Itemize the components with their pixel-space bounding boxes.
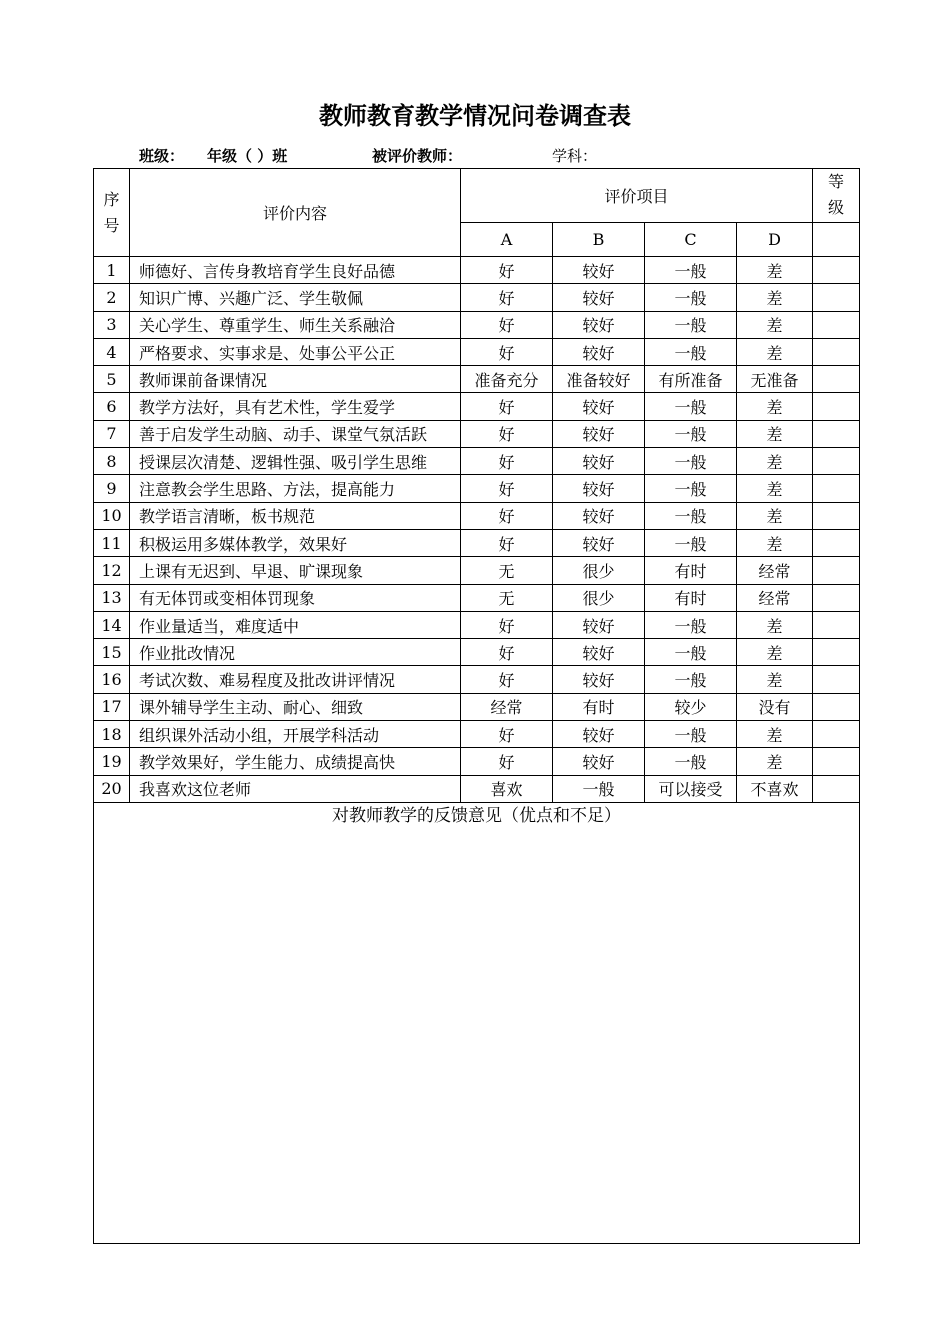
option-b-header: B: [553, 223, 645, 257]
option-d-cell: 经常: [737, 584, 813, 611]
option-d-cell: 不喜欢: [737, 775, 813, 802]
teacher-label: 被评价教师：: [372, 147, 463, 165]
table-row: [94, 393, 860, 420]
option-a-cell: 好: [461, 666, 553, 693]
option-b-cell: 一般: [553, 775, 645, 802]
option-b-cell: 较好: [553, 721, 645, 748]
option-c-cell: 有所准备: [645, 366, 737, 393]
option-b-cell: 较好: [553, 666, 645, 693]
table-row: [94, 721, 860, 748]
option-c-cell: 一般: [645, 393, 737, 420]
row-number: 19: [94, 748, 130, 775]
option-b-cell: 较好: [553, 448, 645, 475]
row-number: 7: [94, 420, 130, 447]
option-b-cell: 较好: [553, 311, 645, 338]
option-d-cell: 差: [737, 666, 813, 693]
grade-input-cell[interactable]: [813, 666, 860, 693]
option-c-cell: 一般: [645, 311, 737, 338]
option-b-cell: 较好: [553, 529, 645, 556]
option-a-cell: 好: [461, 611, 553, 638]
option-a-cell: 好: [461, 393, 553, 420]
subject-label: 学科：: [552, 147, 598, 165]
option-a-cell: 好: [461, 257, 553, 284]
row-content: 作业量适当，难度适中: [130, 611, 461, 638]
content-column-header: 评价内容: [130, 169, 461, 257]
option-b-cell: 准备较好: [553, 366, 645, 393]
option-a-cell: 好: [461, 475, 553, 502]
row-content: 教学效果好，学生能力、成绩提高快: [130, 748, 461, 775]
option-b-cell: 较好: [553, 284, 645, 311]
option-a-cell: 好: [461, 311, 553, 338]
row-content: 师德好、言传身教培育学生良好品德: [130, 257, 461, 284]
row-content: 教师课前备课情况: [130, 366, 461, 393]
grade-blank-cell: [813, 223, 860, 257]
option-a-cell: 喜欢: [461, 775, 553, 802]
row-content: 积极运用多媒体教学，效果好: [130, 529, 461, 556]
grade-input-cell[interactable]: [813, 721, 860, 748]
option-c-cell: 一般: [645, 284, 737, 311]
row-number: 3: [94, 311, 130, 338]
row-content: 上课有无迟到、早退、旷课现象: [130, 557, 461, 584]
grade-input-cell[interactable]: [813, 284, 860, 311]
option-c-header: C: [645, 223, 737, 257]
grade-input-cell[interactable]: [813, 529, 860, 556]
option-a-cell: 好: [461, 420, 553, 447]
option-a-cell: 好: [461, 639, 553, 666]
grade-input-cell[interactable]: [813, 584, 860, 611]
option-d-cell: 差: [737, 338, 813, 365]
option-d-cell: 差: [737, 611, 813, 638]
option-a-header: A: [461, 223, 553, 257]
grade-input-cell[interactable]: [813, 393, 860, 420]
option-c-cell: 有时: [645, 584, 737, 611]
option-a-cell: 好: [461, 284, 553, 311]
option-c-cell: 一般: [645, 721, 737, 748]
grade-input-cell[interactable]: [813, 748, 860, 775]
table-row: [94, 611, 860, 638]
grade-input-cell[interactable]: [813, 257, 860, 284]
option-d-cell: 差: [737, 257, 813, 284]
option-b-cell: 较好: [553, 338, 645, 365]
option-a-cell: 经常: [461, 693, 553, 720]
table-row: [94, 775, 860, 802]
option-d-cell: 差: [737, 748, 813, 775]
option-a-cell: 好: [461, 448, 553, 475]
option-a-cell: 好: [461, 721, 553, 748]
row-number: 20: [94, 775, 130, 802]
option-c-cell: 一般: [645, 666, 737, 693]
table-row: [94, 311, 860, 338]
option-d-cell: 差: [737, 721, 813, 748]
table-row: [94, 639, 860, 666]
option-c-cell: 一般: [645, 257, 737, 284]
option-d-cell: 没有: [737, 693, 813, 720]
table-row: [94, 666, 860, 693]
row-number: 8: [94, 448, 130, 475]
grade-input-cell[interactable]: [813, 475, 860, 502]
option-c-cell: 一般: [645, 448, 737, 475]
option-d-cell: 差: [737, 448, 813, 475]
row-number: 16: [94, 666, 130, 693]
option-a-cell: 好: [461, 748, 553, 775]
option-d-cell: 差: [737, 475, 813, 502]
table-row: [94, 257, 860, 284]
option-c-cell: 一般: [645, 338, 737, 365]
table-row: [94, 420, 860, 447]
row-content: 善于启发学生动脑、动手、课堂气氛活跃: [130, 420, 461, 447]
option-c-cell: 可以接受: [645, 775, 737, 802]
feedback-area[interactable]: [94, 802, 860, 1243]
row-content: 我喜欢这位老师: [130, 775, 461, 802]
grade-input-cell[interactable]: [813, 693, 860, 720]
table-row: [94, 366, 860, 393]
option-d-cell: 差: [737, 639, 813, 666]
row-content: 组织课外活动小组，开展学科活动: [130, 721, 461, 748]
option-b-cell: 较好: [553, 611, 645, 638]
grade-input-cell[interactable]: [813, 557, 860, 584]
option-b-cell: 较好: [553, 420, 645, 447]
row-content: 知识广博、兴趣广泛、学生敬佩: [130, 284, 461, 311]
option-b-cell: 较好: [553, 502, 645, 529]
option-d-header: D: [737, 223, 813, 257]
class-label: 班级：: [139, 147, 185, 165]
option-b-cell: 较好: [553, 257, 645, 284]
option-b-cell: 较好: [553, 393, 645, 420]
row-number: 5: [94, 366, 130, 393]
option-a-cell: 无: [461, 584, 553, 611]
option-a-cell: 好: [461, 529, 553, 556]
items-column-header: 评价项目: [461, 169, 813, 223]
option-b-cell: 较好: [553, 639, 645, 666]
row-content: 作业批改情况: [130, 639, 461, 666]
feedback-label: 对教师教学的反馈意见（优点和不足）: [332, 805, 621, 826]
option-c-cell: 一般: [645, 611, 737, 638]
grade-input-cell[interactable]: [813, 775, 860, 802]
option-d-cell: 差: [737, 393, 813, 420]
table-row: [94, 284, 860, 311]
table-row: [94, 338, 860, 365]
option-b-cell: 较好: [553, 748, 645, 775]
row-number: 13: [94, 584, 130, 611]
grade-label: 年级（ ）班: [207, 147, 288, 165]
row-number: 15: [94, 639, 130, 666]
table-row: [94, 529, 860, 556]
table-row: [94, 448, 860, 475]
table-row: [94, 557, 860, 584]
page-title: 教师教育教学情况问卷调查表: [319, 102, 631, 130]
grade-input-cell[interactable]: [813, 420, 860, 447]
row-number: 2: [94, 284, 130, 311]
grade-input-cell[interactable]: [813, 311, 860, 338]
table-row: [94, 584, 860, 611]
row-number: 17: [94, 693, 130, 720]
option-d-cell: 经常: [737, 557, 813, 584]
row-number: 10: [94, 502, 130, 529]
option-c-cell: 一般: [645, 420, 737, 447]
grade-input-cell[interactable]: [813, 448, 860, 475]
row-number: 18: [94, 721, 130, 748]
option-c-cell: 一般: [645, 529, 737, 556]
row-content: 授课层次清楚、逻辑性强、吸引学生思维: [130, 448, 461, 475]
grade-input-cell[interactable]: [813, 502, 860, 529]
row-number: 11: [94, 529, 130, 556]
option-d-cell: 差: [737, 420, 813, 447]
option-c-cell: 较少: [645, 693, 737, 720]
row-number: 9: [94, 475, 130, 502]
option-d-cell: 差: [737, 529, 813, 556]
grade-input-cell[interactable]: [813, 639, 860, 666]
option-a-cell: 无: [461, 557, 553, 584]
table-row: [94, 502, 860, 529]
row-number: 4: [94, 338, 130, 365]
row-number: 14: [94, 611, 130, 638]
option-b-cell: 很少: [553, 584, 645, 611]
grade-input-cell[interactable]: [813, 338, 860, 365]
option-c-cell: 有时: [645, 557, 737, 584]
survey-table: [93, 168, 860, 1244]
row-content: 教学方法好，具有艺术性，学生爱学: [130, 393, 461, 420]
option-b-cell: 较好: [553, 475, 645, 502]
row-content: 注意教会学生思路、方法，提高能力: [130, 475, 461, 502]
row-content: 严格要求、实事求是、处事公平公正: [130, 338, 461, 365]
no-column-header: 序 号: [94, 169, 130, 257]
option-c-cell: 一般: [645, 475, 737, 502]
row-number: 12: [94, 557, 130, 584]
option-a-cell: 准备充分: [461, 366, 553, 393]
row-content: 课外辅导学生主动、耐心、细致: [130, 693, 461, 720]
option-d-cell: 差: [737, 311, 813, 338]
row-content: 教学语言清晰，板书规范: [130, 502, 461, 529]
grade-input-cell[interactable]: [813, 366, 860, 393]
option-b-cell: 很少: [553, 557, 645, 584]
option-b-cell: 有时: [553, 693, 645, 720]
row-number: 1: [94, 257, 130, 284]
option-c-cell: 一般: [645, 748, 737, 775]
option-c-cell: 一般: [645, 502, 737, 529]
grade-column-header: 等 级: [813, 169, 860, 223]
option-a-cell: 好: [461, 338, 553, 365]
row-number: 6: [94, 393, 130, 420]
table-row: [94, 475, 860, 502]
grade-input-cell[interactable]: [813, 611, 860, 638]
row-content: 有无体罚或变相体罚现象: [130, 584, 461, 611]
row-content: 考试次数、难易程度及批改讲评情况: [130, 666, 461, 693]
row-content: 关心学生、尊重学生、师生关系融洽: [130, 311, 461, 338]
option-d-cell: 差: [737, 284, 813, 311]
option-d-cell: 无准备: [737, 366, 813, 393]
table-row: [94, 693, 860, 720]
option-a-cell: 好: [461, 502, 553, 529]
table-row: [94, 748, 860, 775]
option-d-cell: 差: [737, 502, 813, 529]
option-c-cell: 一般: [645, 639, 737, 666]
